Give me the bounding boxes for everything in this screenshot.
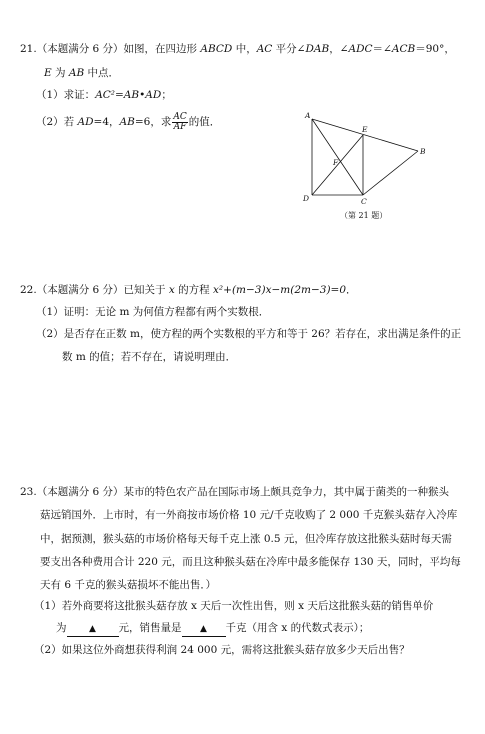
triangle-icon: ▲ — [89, 624, 96, 634]
question-text: （本题满分 6 分）如图，在四边形 — [36, 43, 201, 55]
math-var: E — [44, 67, 52, 79]
question-text: =6，求 — [134, 116, 172, 128]
q23-line-2: 菇远销国外．上市时，有一外商按市场价格 10 元/千克收购了 2 000 千克猴头菇存入冷库 — [40, 509, 458, 521]
math-var: AD — [77, 116, 94, 128]
part-label: （1）求证： — [36, 89, 96, 101]
question-text: 的方程 — [174, 284, 214, 296]
q21-line-1 — [20, 42, 455, 56]
math-var: AB — [68, 67, 85, 79]
label-d: D — [303, 194, 310, 203]
part-label: （2）若 — [36, 116, 78, 128]
label-a: A — [305, 111, 311, 120]
question-number: 21. — [20, 43, 37, 55]
answer-blank — [67, 621, 119, 637]
question-text: ＝90°， — [415, 43, 455, 55]
q21-line-2 — [44, 66, 119, 80]
q23-line-5: 天有 6 千克的猴头菇损坏不能出售．） — [40, 579, 217, 591]
math-formula: AC²=AB•AD — [95, 89, 162, 101]
question-number: 22. — [20, 284, 37, 296]
math-var: DAB — [305, 43, 330, 55]
figure-caption: （第 21 题） — [340, 211, 388, 220]
question-text: 中点． — [84, 67, 120, 79]
question-text: 为 — [51, 67, 69, 79]
q22-line-1 — [20, 283, 357, 297]
fraction-denominator: AF — [173, 121, 187, 132]
math-var: x — [168, 284, 175, 296]
math-var: AB — [119, 116, 135, 128]
segment-cb — [363, 151, 418, 195]
q22-part-2-line-2: 数 m 的值；若不存在，请说明理由． — [62, 351, 237, 363]
question-text: （本题满分 6 分）已知关于 — [36, 284, 169, 296]
q22-part-1: （1）证明：无论 m 为何值方程都有两个实数根． — [36, 306, 270, 318]
segment-ab — [312, 119, 418, 151]
math-var: ADC — [348, 43, 373, 55]
q23-part-2: （2）如果这位外商想获得利润 24 000 元，需将这批猴头菇存放多少天后出售？ — [34, 644, 410, 656]
question-text: ； — [161, 89, 172, 101]
q21-part-1 — [36, 88, 172, 102]
question-text: ，∠ — [329, 43, 349, 55]
question-text: 的值． — [188, 116, 221, 128]
q23-line-4: 要支出各种费用合计 220 元，而且这种猴头菇在冷库中最多能保存 130 天，同时，平均每 — [40, 556, 461, 568]
geometry-figure — [300, 110, 432, 226]
triangle-icon: ▲ — [200, 624, 207, 634]
question-text: ＝∠ — [372, 43, 392, 55]
question-text: 中， — [232, 43, 257, 55]
math-var: ABCD — [200, 43, 233, 55]
answer-blank — [182, 621, 226, 637]
label-f: F — [333, 158, 339, 167]
question-text: 元，销售量是 — [118, 622, 182, 634]
q23-part-1-line-2 — [56, 621, 369, 637]
q23-part-1-line-1: （1）若外商要将这批猴头菇存放 x 天后一次性出售，则 x 天后这批猴头菇的销售单价 — [34, 600, 434, 612]
q23-line-1 — [20, 485, 449, 499]
question-text: 平分∠ — [272, 43, 306, 55]
label-c: C — [361, 197, 367, 206]
label-b: B — [420, 147, 426, 156]
math-var: AC — [256, 43, 273, 55]
fraction-numerator: AC — [173, 111, 187, 122]
segment-ac — [312, 119, 363, 195]
question-text: ． — [346, 284, 357, 296]
fraction — [172, 113, 187, 132]
label-e: E — [362, 125, 368, 134]
math-var: ACB — [391, 43, 416, 55]
question-text: =4， — [93, 116, 120, 128]
question-text: （本题满分 6 分）某市的特色农产品在国际市场上颇具竞争力，其中属于菌类的一种猴头 — [36, 486, 450, 498]
q22-part-2-line-1: （2）是否存在正数 m，使方程的两个实数根的平方和等于 26？若存在，求出满足条件的正 — [36, 328, 462, 340]
q23-line-3: 中，据预测，猴头菇的市场价格每天每千克上涨 0.5 元，但冷库存放这批猴头菇时每天需 — [40, 533, 452, 545]
math-formula: x²+(m−3)x−m(2m−3)=0 — [213, 284, 347, 296]
question-text: 为 — [56, 622, 67, 634]
q21-part-2 — [36, 111, 220, 133]
question-text: 千克（用含 x 的代数式表示）； — [225, 622, 370, 634]
question-number: 23. — [20, 486, 37, 498]
